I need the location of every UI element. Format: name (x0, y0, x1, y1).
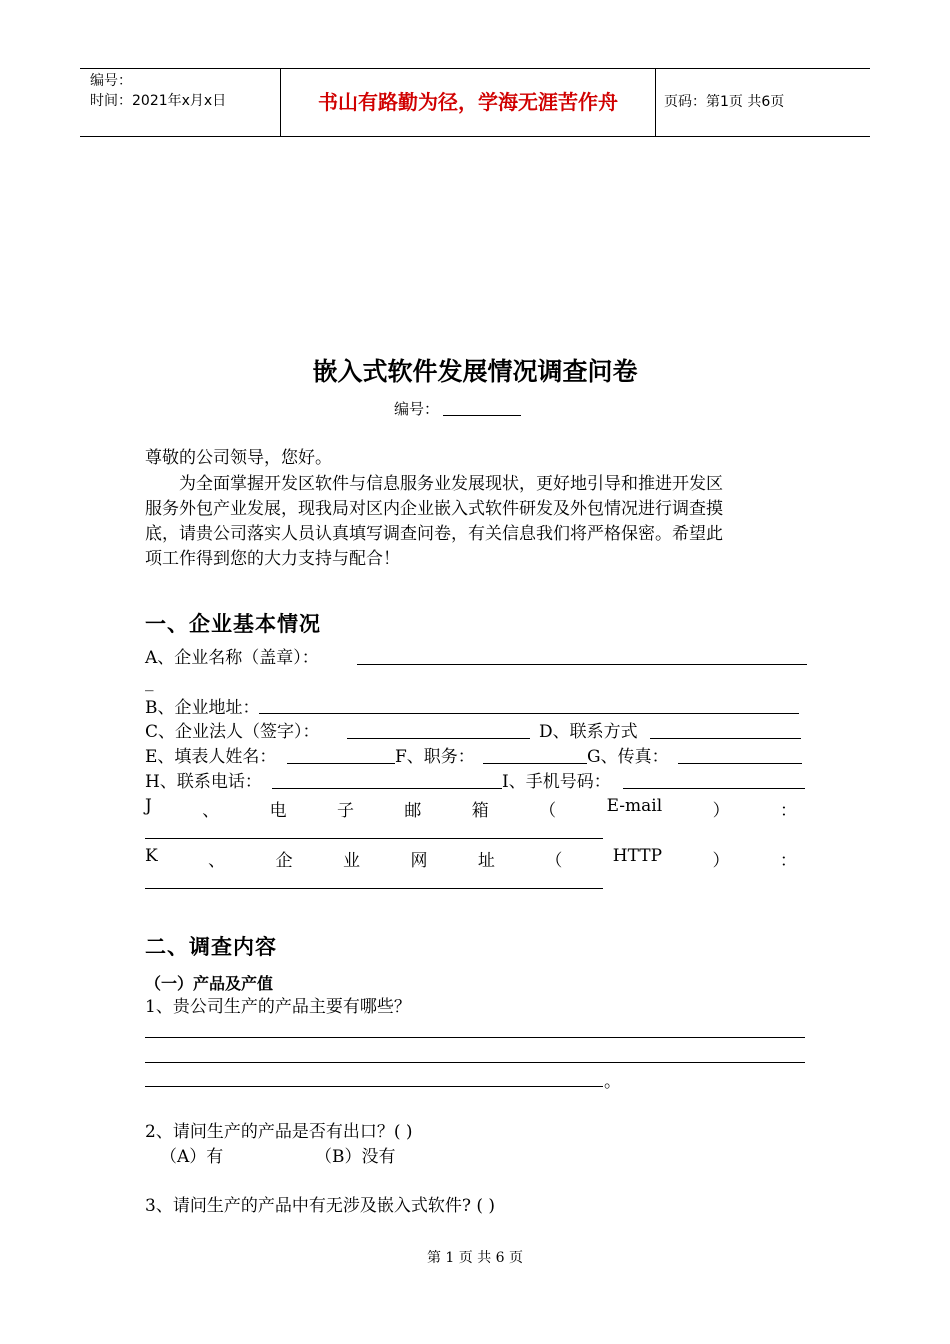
field-j-label (145, 796, 797, 821)
field-k-part: 企 (275, 851, 293, 871)
field-k-blank[interactable] (145, 888, 603, 889)
field-j-part: ： (779, 801, 797, 821)
question-1-answer-line[interactable] (145, 1037, 805, 1038)
field-k-part: 网 (410, 851, 428, 871)
field-k-part: ： (779, 851, 797, 871)
field-a-label: A、企业名称（盖章）： (145, 648, 319, 668)
header-meta (80, 69, 280, 136)
field-b-label: B、企业地址： (145, 698, 260, 718)
field-k-part: K (145, 846, 158, 866)
question-2-option-a[interactable]: （A）有 (160, 1147, 224, 1167)
document-title: 嵌入式软件发展情况调查问卷 (312, 357, 638, 386)
field-k-part: HTTP (612, 846, 663, 866)
field-j-part: 、 (202, 801, 220, 821)
field-e-label: E、填表人姓名： (145, 747, 277, 767)
field-k-part: ） (712, 851, 730, 871)
field-j-part: （ (539, 801, 557, 821)
question-1-end: 。 (604, 1072, 621, 1092)
section2-heading: 二、调查内容 (145, 934, 277, 959)
question-2-option-b[interactable]: （B）没有 (315, 1147, 396, 1167)
header-number-label: 编号： (90, 73, 132, 89)
field-d-label: D、联系方式 (539, 722, 638, 742)
field-k-part: 址 (477, 851, 495, 871)
question-1-answer-line[interactable] (145, 1086, 603, 1087)
field-k-label (145, 846, 797, 871)
field-h-label: H、联系电话： (145, 772, 262, 792)
intro-line: 项工作得到您的大力支持与配合！ (145, 549, 400, 569)
field-j-part: 邮 (404, 801, 422, 821)
document-number (394, 398, 521, 419)
field-j-blank[interactable] (145, 838, 603, 839)
field-e-blank[interactable] (287, 763, 395, 764)
intro-line: 为全面掌握开发区软件与信息服务业发展现状，更好地引导和推进开发区 (145, 474, 723, 494)
field-k-part: 业 (343, 851, 361, 871)
field-j-part: J (145, 796, 152, 816)
field-j-part: E-mail (606, 796, 663, 816)
field-c-blank[interactable] (347, 738, 530, 739)
section1-heading: 一、企业基本情况 (145, 611, 321, 636)
field-f-label: F、职务： (395, 747, 475, 767)
field-g-blank[interactable] (678, 763, 802, 764)
field-b-blank[interactable] (259, 713, 799, 714)
field-j-part: 电 (269, 801, 287, 821)
field-c-label: C、企业法人（签字）： (145, 722, 320, 742)
question-1-answer-line[interactable] (145, 1062, 805, 1063)
field-f-blank[interactable] (483, 763, 587, 764)
intro-line: 服务外包产业发展，现我局对区内企业嵌入式软件研发及外包情况进行调查摸 (145, 499, 723, 519)
header-page-info: 页码：第1页 共6页 (664, 94, 785, 110)
subsection-products-heading: （一）产品及产值 (145, 974, 274, 993)
field-k-part: 、 (208, 851, 226, 871)
intro-line: 底，请贵公司落实人员认真填写调查问卷，有关信息我们将严格保密。希望此 (145, 524, 723, 544)
field-a-blank[interactable] (357, 664, 807, 665)
question-3: 3、请问生产的产品中有无涉及嵌入式软件? ( ) (145, 1196, 496, 1216)
intro-paragraph (145, 472, 807, 572)
field-h-blank[interactable] (272, 788, 502, 789)
header-motto: 书山有路勤为径，学海无涯苦作舟 (280, 69, 656, 136)
page-footer: 第 1 页 共 6 页 (426, 1250, 524, 1266)
document-number-blank[interactable] (443, 401, 521, 416)
field-g-label: G、传真： (587, 747, 669, 767)
question-1: 1、贵公司生产的产品主要有哪些？ (145, 997, 411, 1017)
question-2: 2、请问生产的产品是否有出口？( ) (145, 1122, 413, 1142)
header-time: 时间：2021年x月x日 (90, 93, 227, 109)
field-k-part: （ (545, 851, 563, 871)
page-header (80, 68, 870, 137)
field-j-part: 箱 (471, 801, 489, 821)
document-number-label: 编号： (394, 400, 440, 418)
field-d-blank[interactable] (650, 738, 801, 739)
field-a-continuation: _ (145, 672, 154, 692)
field-j-part: ） (712, 801, 730, 821)
field-i-blank[interactable] (623, 788, 805, 789)
field-i-label: I、手机号码： (502, 772, 611, 792)
greeting: 尊敬的公司领导，您好。 (145, 448, 332, 468)
field-j-part: 子 (337, 801, 354, 821)
